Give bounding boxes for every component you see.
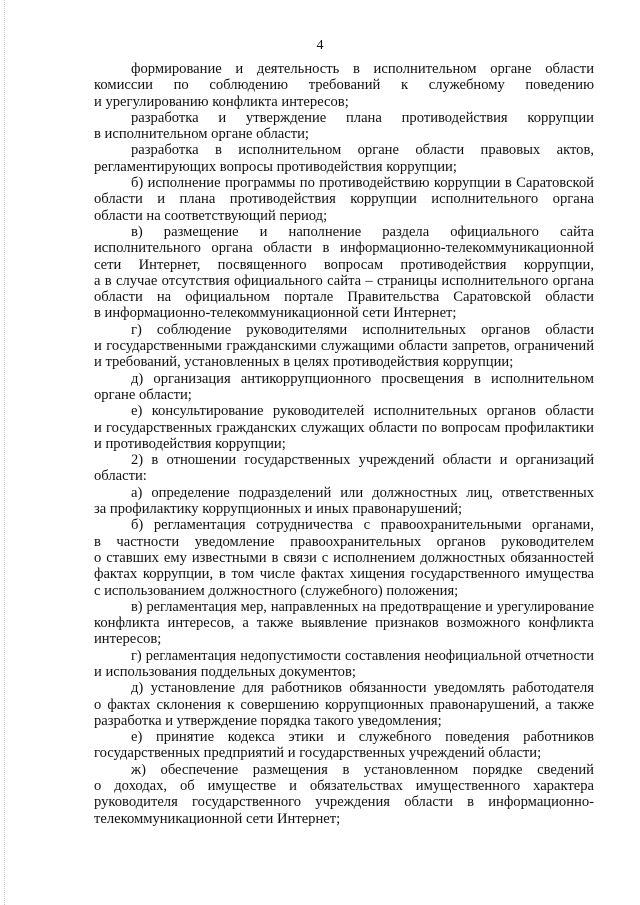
text-line: комиссии по соблюдению требований к служебному поведению	[94, 77, 594, 94]
text-line: ж) обеспечение размещения в установленном порядке сведений	[131, 761, 594, 778]
text-line: г) регламентация недопустимости составления неофициальной отчетности	[131, 647, 594, 664]
text-line: в) регламентация мер, направленных на предотвращение и урегулирование	[131, 598, 594, 615]
text-line: о доходах, об имуществе и обязательствах имущественного характера	[94, 778, 594, 795]
page-number: 4	[316, 38, 324, 53]
page-edge-marker	[4, 0, 5, 905]
text-line: области на соответствующий период;	[94, 207, 328, 224]
text-line: конфликта интересов, а также выявление признаков возможного конфликта	[94, 615, 594, 632]
text-line: области:	[94, 468, 147, 485]
text-line: и противодействия коррупции;	[94, 435, 286, 452]
text-line: с использованием должностного (служебного) положения;	[94, 582, 459, 599]
text-line: исполнительного органа области в информационно-телекоммуникационной	[94, 240, 594, 257]
text-line: интересов;	[94, 631, 162, 648]
text-line: разработка в исполнительном органе области правовых актов,	[131, 142, 594, 159]
text-line: и государственными гражданскими служащими области запретов, ограничений	[94, 338, 594, 355]
text-line: органе области;	[94, 386, 192, 403]
text-line: разработка и утверждение плана противодействия коррупции	[131, 109, 594, 126]
text-line: е) принятие кодекса этики и служебного поведения работников	[131, 729, 594, 746]
text-line: и урегулированию конфликта интересов;	[94, 93, 349, 110]
text-line: б) исполнение программы по противодействию коррупции в Саратовской	[131, 175, 594, 192]
text-line: и государственных гражданских служащих области по вопросам профилактики	[94, 419, 594, 436]
text-line: о фактах склонения к совершению коррупционных правонарушений, а также	[94, 696, 594, 713]
text-line: фактах коррупции, в том числе фактах хищения государственного имущества	[94, 566, 594, 583]
text-line: за профилактику коррупционных и иных правонарушений;	[94, 501, 463, 518]
text-line: регламентирующих вопросы противодействия коррупции;	[94, 158, 457, 175]
text-line: 2) в отношении государственных учреждений области и организаций	[131, 452, 594, 469]
text-line: в исполнительном органе области;	[94, 126, 309, 143]
text-line: г) соблюдение руководителями исполнительных органов области	[131, 321, 594, 338]
body-text	[94, 61, 594, 827]
text-line: б) регламентация сотрудничества с правоохранительными органами,	[131, 517, 594, 534]
text-line: в информационно-телекоммуникационной сети Интернет;	[94, 305, 457, 322]
text-line: сети Интернет, посвященного вопросам противодействия коррупции,	[94, 256, 594, 273]
text-line: в) размещение и наполнение раздела официального сайта	[131, 223, 594, 240]
text-line: и использования поддельных документов;	[94, 663, 356, 680]
text-line: области и плана противодействия коррупции исполнительного органа	[94, 191, 594, 208]
text-line: д) организация антикоррупционного просвещения в исполнительном	[131, 370, 594, 387]
text-line: руководителя государственного учреждения области в информационно-	[94, 794, 594, 811]
text-line: о ставших ему известными в связи с исполнением должностных обязанностей	[94, 549, 594, 566]
text-line: разработка и утверждение порядка такого уведомления;	[94, 712, 442, 729]
text-line: в частности уведомление правоохранительных органов руководителем	[94, 533, 594, 550]
text-line: государственных предприятий и государственных учреждений области;	[94, 745, 542, 762]
text-line: области на официальном портале Правительства Саратовской области	[94, 289, 594, 306]
text-line: а в случае отсутствия официального сайта – страницы исполнительного органа	[94, 272, 594, 289]
text-line: а) определение подразделений или должностных лиц, ответственных	[131, 484, 594, 501]
text-line: е) консультирование руководителей исполнительных органов области	[131, 403, 594, 420]
text-line: телекоммуникационной сети Интернет;	[94, 810, 341, 827]
text-line: формирование и деятельность в исполнительном органе области	[131, 61, 594, 77]
text-line: и требований, установленных в целях противодействия коррупции;	[94, 354, 514, 371]
text-line: д) установление для работников обязанности уведомлять работодателя	[131, 680, 594, 697]
